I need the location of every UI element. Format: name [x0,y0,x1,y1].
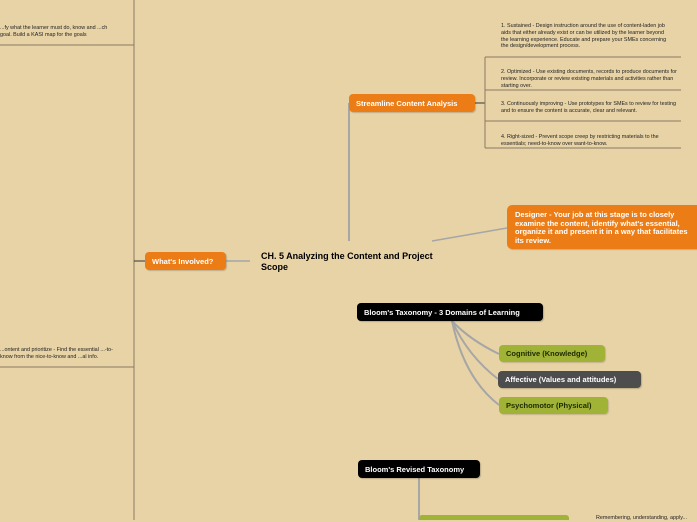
streamline-node[interactable]: Streamline Content Analysis [349,94,475,112]
psychomotor-node[interactable]: Psychomotor (Physical) [499,397,608,414]
designer-node[interactable]: Designer - Your job at this stage is to closely examine the content, identify what's essential, organize it and present it in a way that facilitates its review. [507,205,697,249]
revised-note: Remembering, understanding, apply... [596,515,687,521]
blooms-revised-node[interactable]: Bloom's Revised Taxonomy [358,460,480,478]
streamline-point-4: 4. Right-sized - Prevent scope creep by restricting materials to the essentials; need-to-know over want-to-know. [501,134,659,147]
revised-child-node[interactable] [419,515,569,520]
goal-note: ...fy what the learner must do, know and ...ch goal. Build a KASI map for the goals [0,25,108,38]
whats-involved-node[interactable]: What's Involved? [145,252,226,270]
affective-node[interactable]: Affective (Values and attitudes) [498,371,641,388]
cognitive-node[interactable]: Cognitive (Knowledge) [499,345,605,362]
streamline-point-1: 1. Sustained - Design instruction around the use of content-laden job aids that either already exist or can be utilized by the learner beyond the learning experience. Educate and prepare your SMEs concerning the design/development process. [501,23,667,50]
blooms-taxonomy-node[interactable]: Bloom's Taxonomy - 3 Domains of Learning [357,303,543,321]
streamline-point-3: 3. Continuously improving - Use prototypes for SMEs to review for testing and to ensure the content is accurate, clear and relevant. [501,101,676,114]
streamline-point-2: 2. Optimized - Use existing documents, records to produce documents for review. Incorporate or review existing materials and activities rather than starting over. [501,69,677,89]
prioritize-note: ...ontent and prioritize - Find the essential ...-to-know from the nice-to-know and ...al info. [0,347,113,360]
central-topic[interactable]: CH. 5 Analyzing the Content and Project Scope [261,251,433,272]
